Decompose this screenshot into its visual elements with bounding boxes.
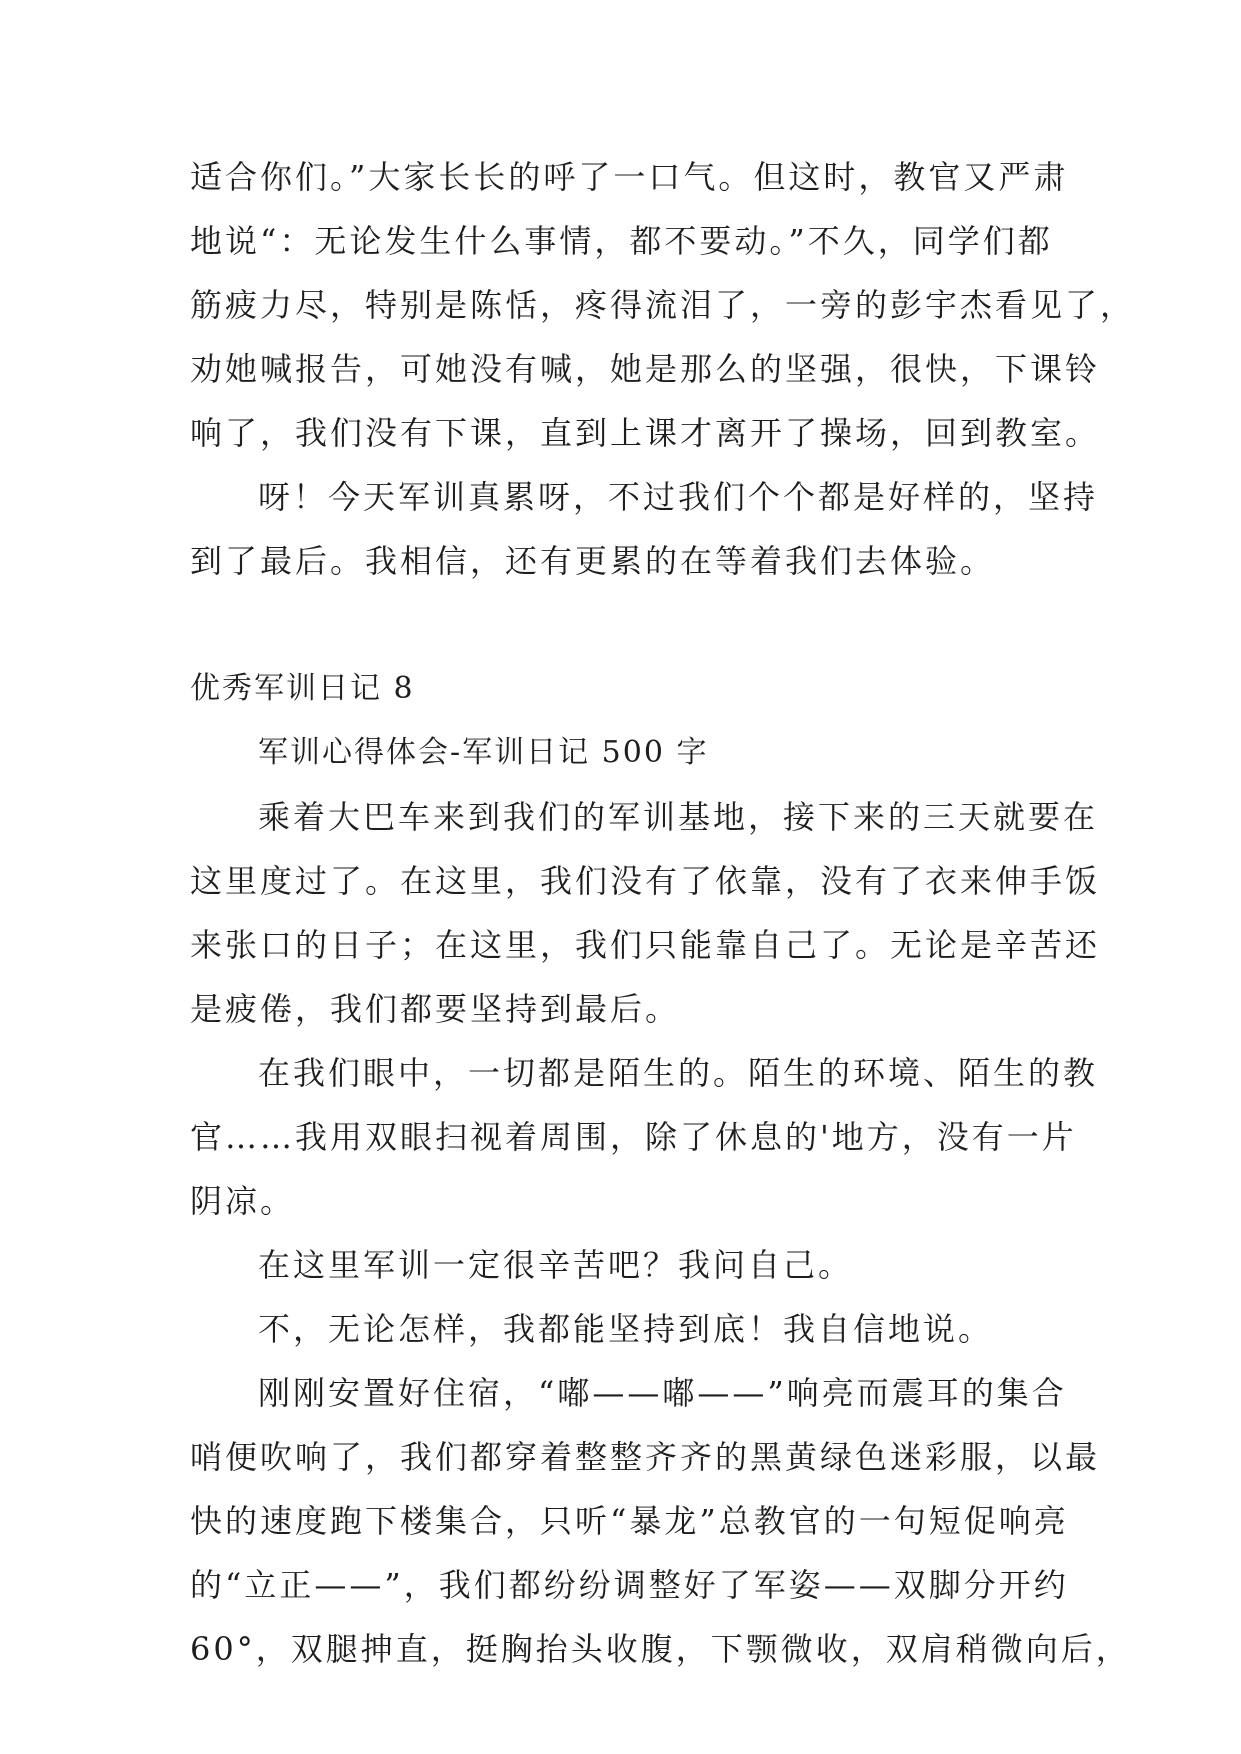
paragraph-start-line: 乘着大巴车来到我们的军训基地，接下来的三天就要在 [258, 798, 1099, 836]
text-line: 哨便吹响了，我们都穿着整整齐齐的黑黄绿色迷彩服，以最 [190, 1438, 1101, 1476]
text-line: 筋疲力尽，特别是陈恬，疼得流泪了，一旁的彭宇杰看见了， [190, 286, 1136, 324]
text-line: 适合你们。”大家长长的呼了一口气。但这时，教官又严肃 [190, 158, 1069, 196]
text-line: 60°，双腿抻直，挺胸抬头收腹，下颚微收，双肩稍微向后， [190, 1630, 1131, 1668]
paragraph-start-line: 在这里军训一定很辛苦吧？我问自己。 [258, 1246, 854, 1284]
text-line: 是疲倦，我们都要坚持到最后。 [190, 990, 681, 1028]
text-line: 阴凉。 [190, 1182, 296, 1220]
text-line: 的“立正——”，我们都纷纷调整好了军姿——双脚分开约 [190, 1566, 1069, 1604]
text-line: 地说“：无论发生什么事情，都不要动。”不久，同学们都 [190, 222, 1053, 260]
text-line: 劝她喊报告，可她没有喊，她是那么的坚强，很快，下课铃 [190, 350, 1101, 388]
paragraph-start-line: 在我们眼中，一切都是陌生的。陌生的环境、陌生的教 [258, 1054, 1099, 1092]
section-heading: 优秀军训日记 8 [190, 671, 415, 706]
text-line: 到了最后。我相信，还有更累的在等着我们去体验。 [190, 542, 996, 580]
section-spacer [190, 593, 1070, 657]
paragraph-start-line: 呀！今天军训真累呀，不过我们个个都是好样的，坚持 [258, 478, 1099, 516]
text-line: 快的速度跑下楼集合，只听“暴龙”总教官的一句短促响亮 [190, 1502, 1069, 1540]
text-line: 来张口的日子；在这里，我们只能靠自己了。无论是辛苦还 [190, 926, 1101, 964]
section-subheading: 军训心得体会-军训日记 500 字 [258, 735, 709, 770]
document-body [190, 145, 1136, 1681]
paragraph-start-line: 刚刚安置好住宿，“嘟——嘟——”响亮而震耳的集合 [258, 1374, 1067, 1412]
text-line: 响了，我们没有下课，直到上课才离开了操场，回到教室。 [190, 414, 1101, 452]
text-line: 这里度过了。在这里，我们没有了依靠，没有了衣来伸手饭 [190, 862, 1101, 900]
paragraph-start-line: 不，无论怎样，我都能坚持到底！我自信地说。 [258, 1310, 994, 1348]
text-line: 官……我用双眼扫视着周围，除了休息的'地方，没有一片 [190, 1118, 1077, 1156]
